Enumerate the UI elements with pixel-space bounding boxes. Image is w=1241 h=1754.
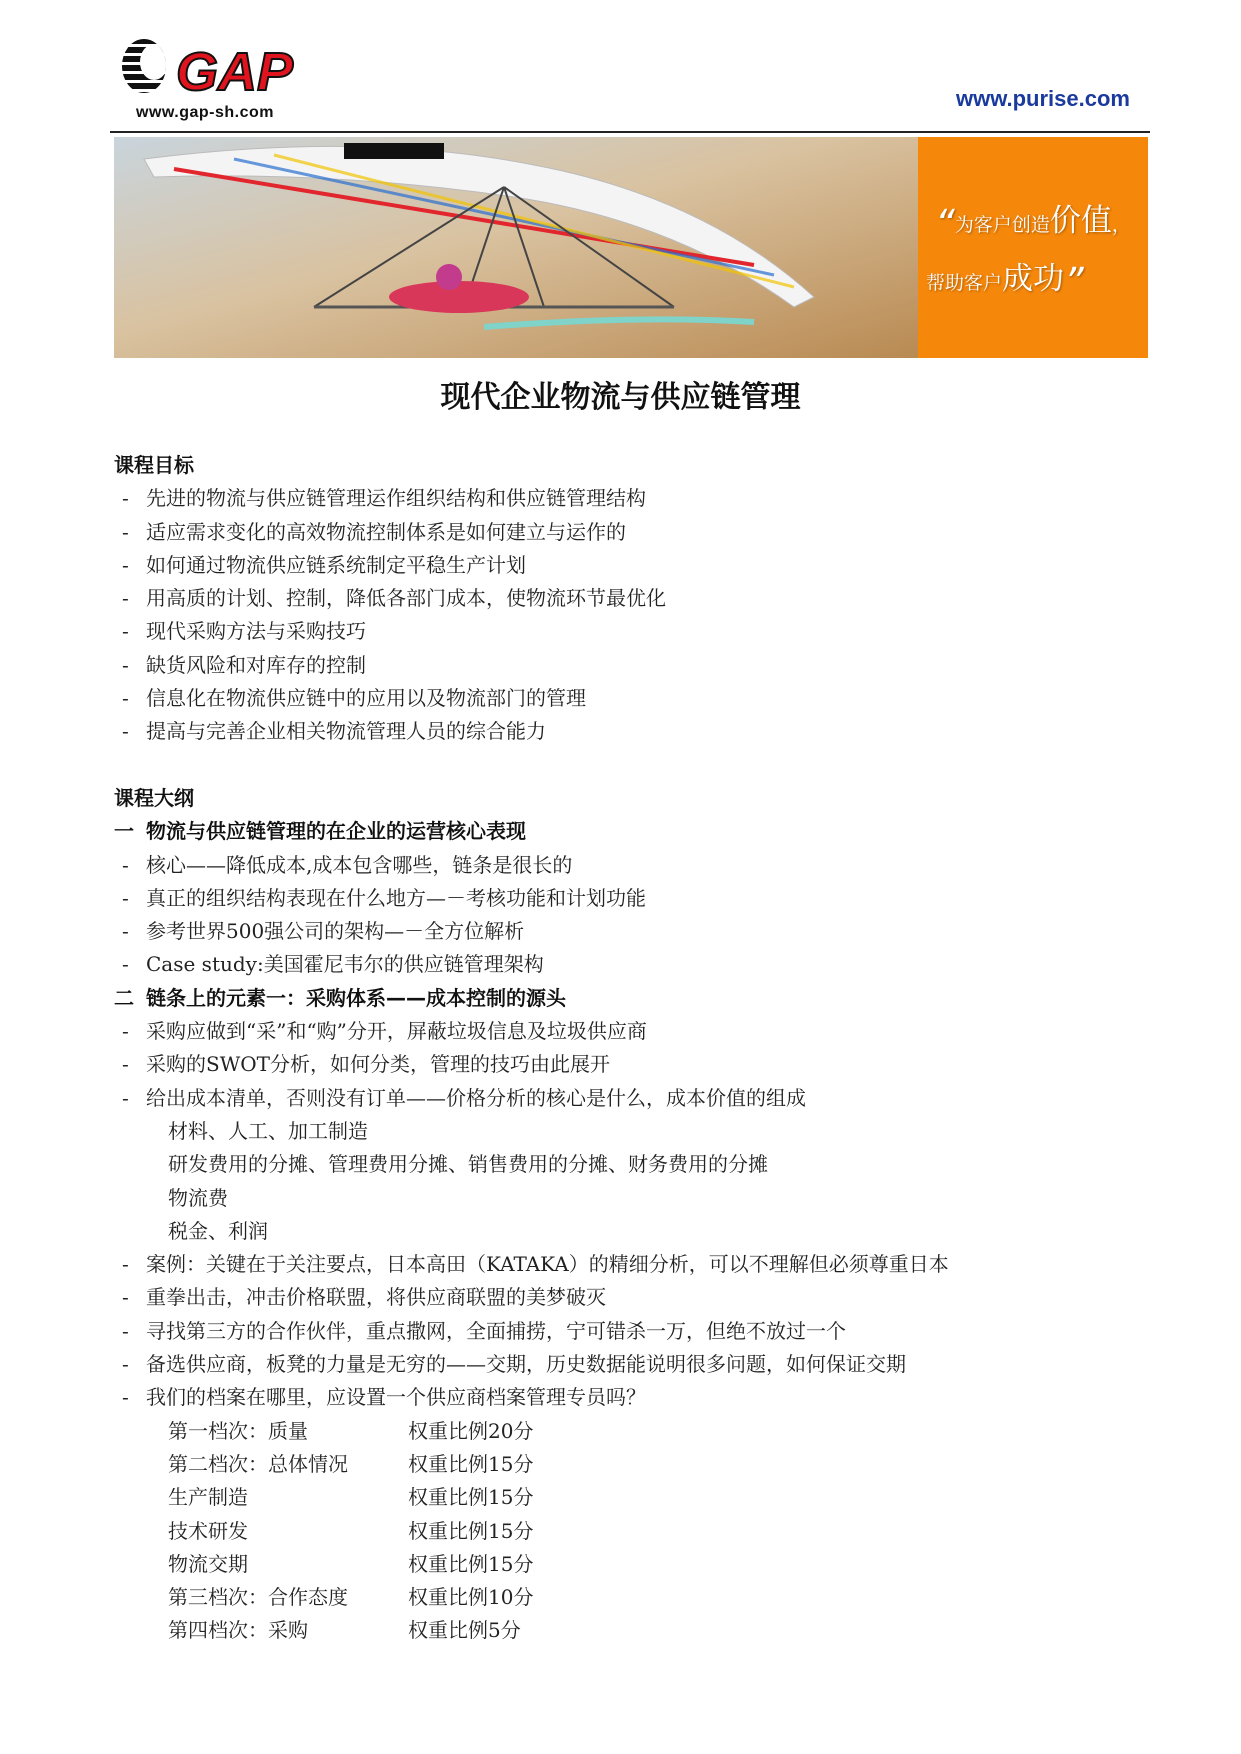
- weight-row: [114, 1415, 1154, 1448]
- list-item: - 信息化在物流供应链中的应用以及物流部门的管理: [122, 686, 586, 711]
- weight-label: 第三档次：合作态度: [168, 1585, 348, 1610]
- weight-row: [114, 1448, 1154, 1481]
- cost-detail-item: 税金、利润: [168, 1218, 268, 1243]
- slogan-close-quote: ”: [1064, 260, 1084, 304]
- slogan-text-small: 帮助客户: [926, 272, 1003, 294]
- weight-label: 第一档次：质量: [168, 1418, 308, 1443]
- section-2-title: 二 链条上的元素一：采购体系——成本控制的源头: [114, 985, 566, 1010]
- cost-detail-item: 研发费用的分摊、管理费用分摊、销售费用的分摊、财务费用的分摊: [168, 1152, 768, 1177]
- list-item: - 采购应做到“采”和“购”分开，屏蔽垃圾信息及垃圾供应商: [122, 1019, 647, 1044]
- list-item: - 提高与完善企业相关物流管理人员的综合能力: [122, 719, 546, 744]
- weight-row: [114, 1614, 1154, 1647]
- weight-label: 技术研发: [168, 1518, 248, 1543]
- logo-wordmark: GAP: [176, 42, 294, 102]
- hang-glider-photo: [114, 137, 918, 358]
- striped-globe-icon: [114, 32, 330, 106]
- slogan-comma: ，: [1111, 214, 1131, 236]
- weight-row: [114, 1515, 1154, 1548]
- slogan-text-big: 成功: [1002, 261, 1065, 297]
- weight-label: 第四档次：采购: [168, 1618, 308, 1643]
- outline-heading: 课程大纲: [114, 785, 194, 810]
- list-item: - 参考世界500强公司的架构—－全方位解析: [122, 919, 525, 944]
- hero-banner: [114, 137, 1148, 358]
- weight-value: 权重比例10分: [408, 1585, 534, 1610]
- slogan-text-small: 为客户创造: [954, 214, 1050, 236]
- weight-value: 权重比例20分: [408, 1418, 534, 1443]
- course-content: [114, 449, 1154, 1648]
- weight-value: 权重比例15分: [408, 1451, 534, 1476]
- list-item: - 适应需求变化的高效物流控制体系是如何建立与运作的: [122, 519, 626, 544]
- logo-url[interactable]: www.gap-sh.com: [136, 104, 274, 121]
- page-header: [110, 30, 1146, 134]
- list-item: - 缺货风险和对库存的控制: [122, 652, 366, 677]
- objectives-heading: 课程目标: [114, 453, 194, 477]
- list-item: - 核心——降低成本,成本包含哪些，链条是很长的: [122, 852, 573, 877]
- weight-value: 权重比例15分: [408, 1518, 534, 1543]
- list-item: - 真正的组织结构表现在什么地方—－考核功能和计划功能: [122, 885, 646, 910]
- list-item: - 如何通过物流供应链系统制定平稳生产计划: [122, 552, 526, 577]
- list-item: - 给出成本清单，否则没有订单——价格分析的核心是什么，成本价值的组成: [122, 1085, 806, 1110]
- weight-value: 权重比例15分: [408, 1485, 534, 1510]
- weight-table: [114, 1415, 1154, 1648]
- slogan-line-2: [926, 253, 1146, 304]
- weight-value: 权重比例15分: [408, 1551, 534, 1576]
- section-1-title: 一 物流与供应链管理的在企业的运营核心表现: [114, 819, 526, 844]
- list-item: - 现代采购方法与采购技巧: [122, 619, 366, 644]
- gap-logo: [114, 32, 330, 124]
- list-item: - 我们的档案在哪里，应设置一个供应商档案管理专员吗？: [122, 1385, 646, 1410]
- site-url-link[interactable]: www.purise.com: [955, 86, 1130, 111]
- list-item: - Case study:美国霍尼韦尔的供应链管理架构: [122, 952, 544, 977]
- page-title: 现代企业物流与供应链管理: [440, 380, 801, 415]
- slogan-line-1: [918, 195, 1148, 246]
- objectives-list: [114, 482, 1154, 748]
- weight-row: [114, 1481, 1154, 1514]
- weight-label: 生产制造: [168, 1485, 248, 1510]
- weight-value: 权重比例5分: [408, 1618, 521, 1643]
- slogan-open-quote: “: [935, 202, 955, 246]
- weight-row: [114, 1548, 1154, 1581]
- slogan-panel: [918, 137, 1148, 358]
- list-item: - 用高质的计划、控制，降低各部门成本，使物流环节最优化: [122, 586, 666, 611]
- list-item: - 寻找第三方的合作伙伴，重点撒网，全面捕捞，宁可错杀一万，但绝不放过一个: [122, 1318, 846, 1343]
- list-item: - 备选供应商，板凳的力量是无穷的——交期，历史数据能说明很多问题，如何保证交期: [122, 1352, 906, 1377]
- list-item: - 先进的物流与供应链管理运作组织结构和供应链管理结构: [122, 486, 646, 511]
- list-item: - 重拳出击，冲击价格联盟，将供应商联盟的美梦破灭: [122, 1285, 606, 1310]
- section-gap: [114, 749, 1154, 782]
- cost-detail-item: 物流费: [168, 1185, 228, 1210]
- list-item: - 采购的SWOT分析，如何分类，管理的技巧由此展开: [122, 1052, 610, 1077]
- slogan-text-big: 价值: [1049, 203, 1112, 239]
- weight-row: [114, 1581, 1154, 1614]
- weight-label: 第二档次：总体情况: [168, 1451, 348, 1476]
- cost-detail-item: 材料、人工、加工制造: [168, 1118, 368, 1143]
- weight-label: 物流交期: [168, 1551, 248, 1576]
- header-divider: [110, 131, 1150, 133]
- list-item: - 案例：关键在于关注要点，日本高田（KATAKA）的精细分析，可以不理解但必须尊重日本: [122, 1252, 949, 1277]
